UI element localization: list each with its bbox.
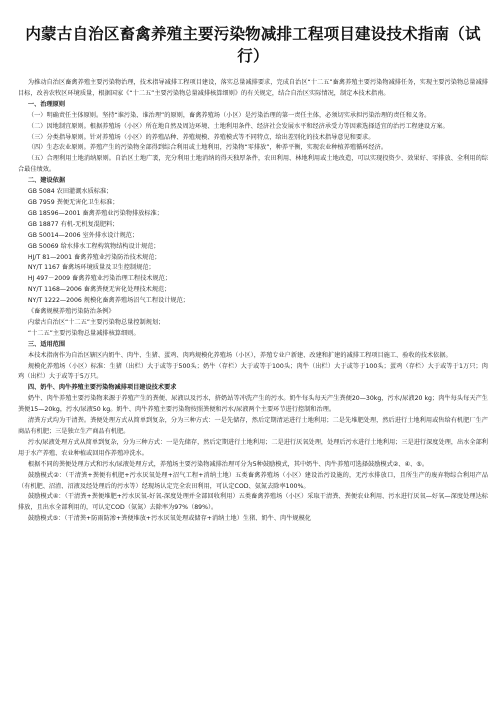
cattle-paragraph: 奶牛、肉牛养殖主要污染物来源于养殖产生的粪便、尿液以及污水，挤奶站等冲洗产生的污水。奶牛每头每天产生粪便20—30kg，污水/尿液20 kg；肉牛每头每天产生粪便15—20kg，污水/尿液50 kg。奶牛、肉牛养殖主要污染物按照粪便和污水/尿液两个主要环节进行控制和治理。 bbox=[18, 395, 488, 414]
cattle-paragraph: 鼓励模式④：（干清粪+粪便堆肥+污水厌氧-好氧-深度处理并全部回收利用）五类畜禽养殖场（小区）采取干清粪、粪便农业利用、污水进行厌氧—好氧—深度处理达标排放，且出水全部利用的，可认定COD（氨氮）去除率为97%（89%）。 bbox=[18, 493, 488, 512]
cattle-paragraph: 鼓励模式⑤：（干清粪+防雨防渗+粪便堆放+污水厌氧处理或储存+消纳土地）生猪、奶牛、肉牛规模化 bbox=[27, 515, 311, 523]
basis-item: GB 50014—2006 室外排水设计规范； bbox=[27, 231, 139, 239]
cattle-paragraph: 污水/尿液处理方式从简单到复杂，分为三种方式：一是先储存，然后定期进行土地利用；二是进行厌氧处理，处理后污水进行土地利用；三是进行深度处理，出水全部利用于水产养殖、农业种植或回用作养殖冲洗水。 bbox=[18, 438, 488, 457]
principle-paragraph: （一）明确责任主体原则。坚持“谁污染、谁治理”的原则，畜禽养殖场（小区）是污染治理的第一责任主体，必须切实承担污染治理的责任和义务。 bbox=[27, 111, 431, 119]
section-heading-basis: 二、建设依据 bbox=[27, 177, 66, 185]
principle-paragraph: （五）合理利用土地消纳原则。自治区土地广袤，充分利用土地消纳的得天独厚条件，农田利用、林地利用或土地改造，可以实现投资少、效果好、零排放、全利用的综合最佳绩效。 bbox=[18, 155, 488, 174]
basis-item: NY/T 1167 畜禽场环境质量及卫生控制规范； bbox=[27, 264, 155, 272]
basis-item: NY/T 1222—2006 规模化畜禽养殖场沼气工程设计规范； bbox=[27, 297, 189, 305]
scope-paragraph: 本技术指南作为自治区辖区内奶牛、肉牛、生猪、蛋鸡、肉鸡规模化养殖场（小区），养殖专业户新建、改建和扩建的减排工程项目施工、验收的技术依据。 bbox=[27, 351, 452, 359]
intro-paragraph: 为推动自治区畜禽养殖主要污染物治理，技术指导减排工程项目建设，落实总量减排要求，完成自治区“十二五”畜禽养殖主要污染物减排任务，实现主要污染物总量减排目标，改善农牧区环境质量，根据国家《“十二五”主要污染物总量减排核算细则》的有关规定，结合自治区实际情况，制定本技术指南。 bbox=[18, 79, 488, 97]
basis-item: GB 50069 给水排水工程构筑物结构设计规范； bbox=[27, 242, 160, 250]
basis-item: GB 5084 农田灌溉水质标准； bbox=[27, 188, 113, 196]
basis-item: NY/T 1168—2006 畜禽粪便无害化处理技术规范； bbox=[27, 286, 171, 294]
basis-item: GB 18877 有机-无机复混肥料； bbox=[27, 220, 119, 228]
basis-item: GB 18596—2001 畜禽养殖业污染物排放标准； bbox=[27, 209, 163, 217]
section-heading-cattle: 四、奶牛、肉牛养殖主要污染物减排项目建设技术要求 bbox=[27, 384, 177, 392]
basis-item: 内蒙古自治区“十二五”主要污染物总量控制规划； bbox=[27, 318, 165, 326]
scope-paragraph: 规模化养殖场（小区）标准：生猪（出栏）大于或等于500头；奶牛（存栏）大于或等于100头；肉牛（出栏）大于或等于100头；蛋鸡（存栏）大于或等于1万只；肉鸡（出栏）大于或等于5万只。 bbox=[18, 362, 488, 381]
cattle-paragraph: 鼓励模式②：（干清粪+粪便有机肥+污水厌氧处理+沼气工程+消纳土地）五类畜禽养殖场（小区）建设治污设施的，无污水排放口，且所生产的废弃物综合利用产品（有机肥、沼渣、沼液及经处理后的污水等）经现场认定完全农田利用，可认定COD、氨氮去除率100%。 bbox=[18, 471, 488, 490]
basis-item: “十二五”主要污染物总量减排核算细则。 bbox=[27, 329, 140, 337]
section-heading-principles: 一、治理原则 bbox=[27, 100, 66, 108]
principle-paragraph: （四）生态农业原则。养殖产生的污染物全部得到综合利用或土地利用，污染物“零排放”，种养平衡，实现农业种植养殖循环经济。 bbox=[27, 144, 388, 152]
basis-item: HJ 497－2009 畜禽养殖业污染治理工程技术规范； bbox=[27, 275, 172, 283]
cattle-paragraph: 清粪方式均为干清粪。粪便处理方式从简单到复杂，分为三种方式：一是先储存，然后定期清运进行土地利用；二是先堆肥处理，然后进行土地利用或售给有机肥厂生产商品有机肥；三是独立生产商品有机肥。 bbox=[18, 417, 488, 435]
principle-paragraph: （二）因地制宜原则。根据养殖场（小区）所在地自然及周边环境、土地利用条件、经济社会发展水平和经济承受力等因素选择适宜的治污工程建设方案。 bbox=[27, 122, 449, 130]
basis-item: 《畜禽规模养殖污染防治条例》 bbox=[27, 308, 115, 316]
section-heading-scope: 三、适用范围 bbox=[27, 340, 66, 348]
document-title: 内蒙古自治区畜禽养殖主要污染物减排工程项目建设技术指南（试行） bbox=[25, 25, 481, 65]
principle-paragraph: （三）分类指导原则。针对养殖场（小区）的养殖品种、养殖规模、养殖模式等不同特点，给出差别化的技术指导意见和要求。 bbox=[27, 133, 375, 141]
cattle-paragraph: 根据不同的粪便处理方式和污水/尿液处理方式，养殖场主要污染物减排治理可分为5种鼓励模式，其中奶牛、肉牛养殖可选择鼓励模式②、④、⑤。 bbox=[27, 460, 429, 468]
basis-item: HJ/T 81—2001 畜禽养殖业污染防治技术规范； bbox=[27, 253, 161, 261]
document-body bbox=[18, 78, 488, 525]
basis-item: GB 7959 粪便无害化卫生标准； bbox=[27, 198, 119, 206]
